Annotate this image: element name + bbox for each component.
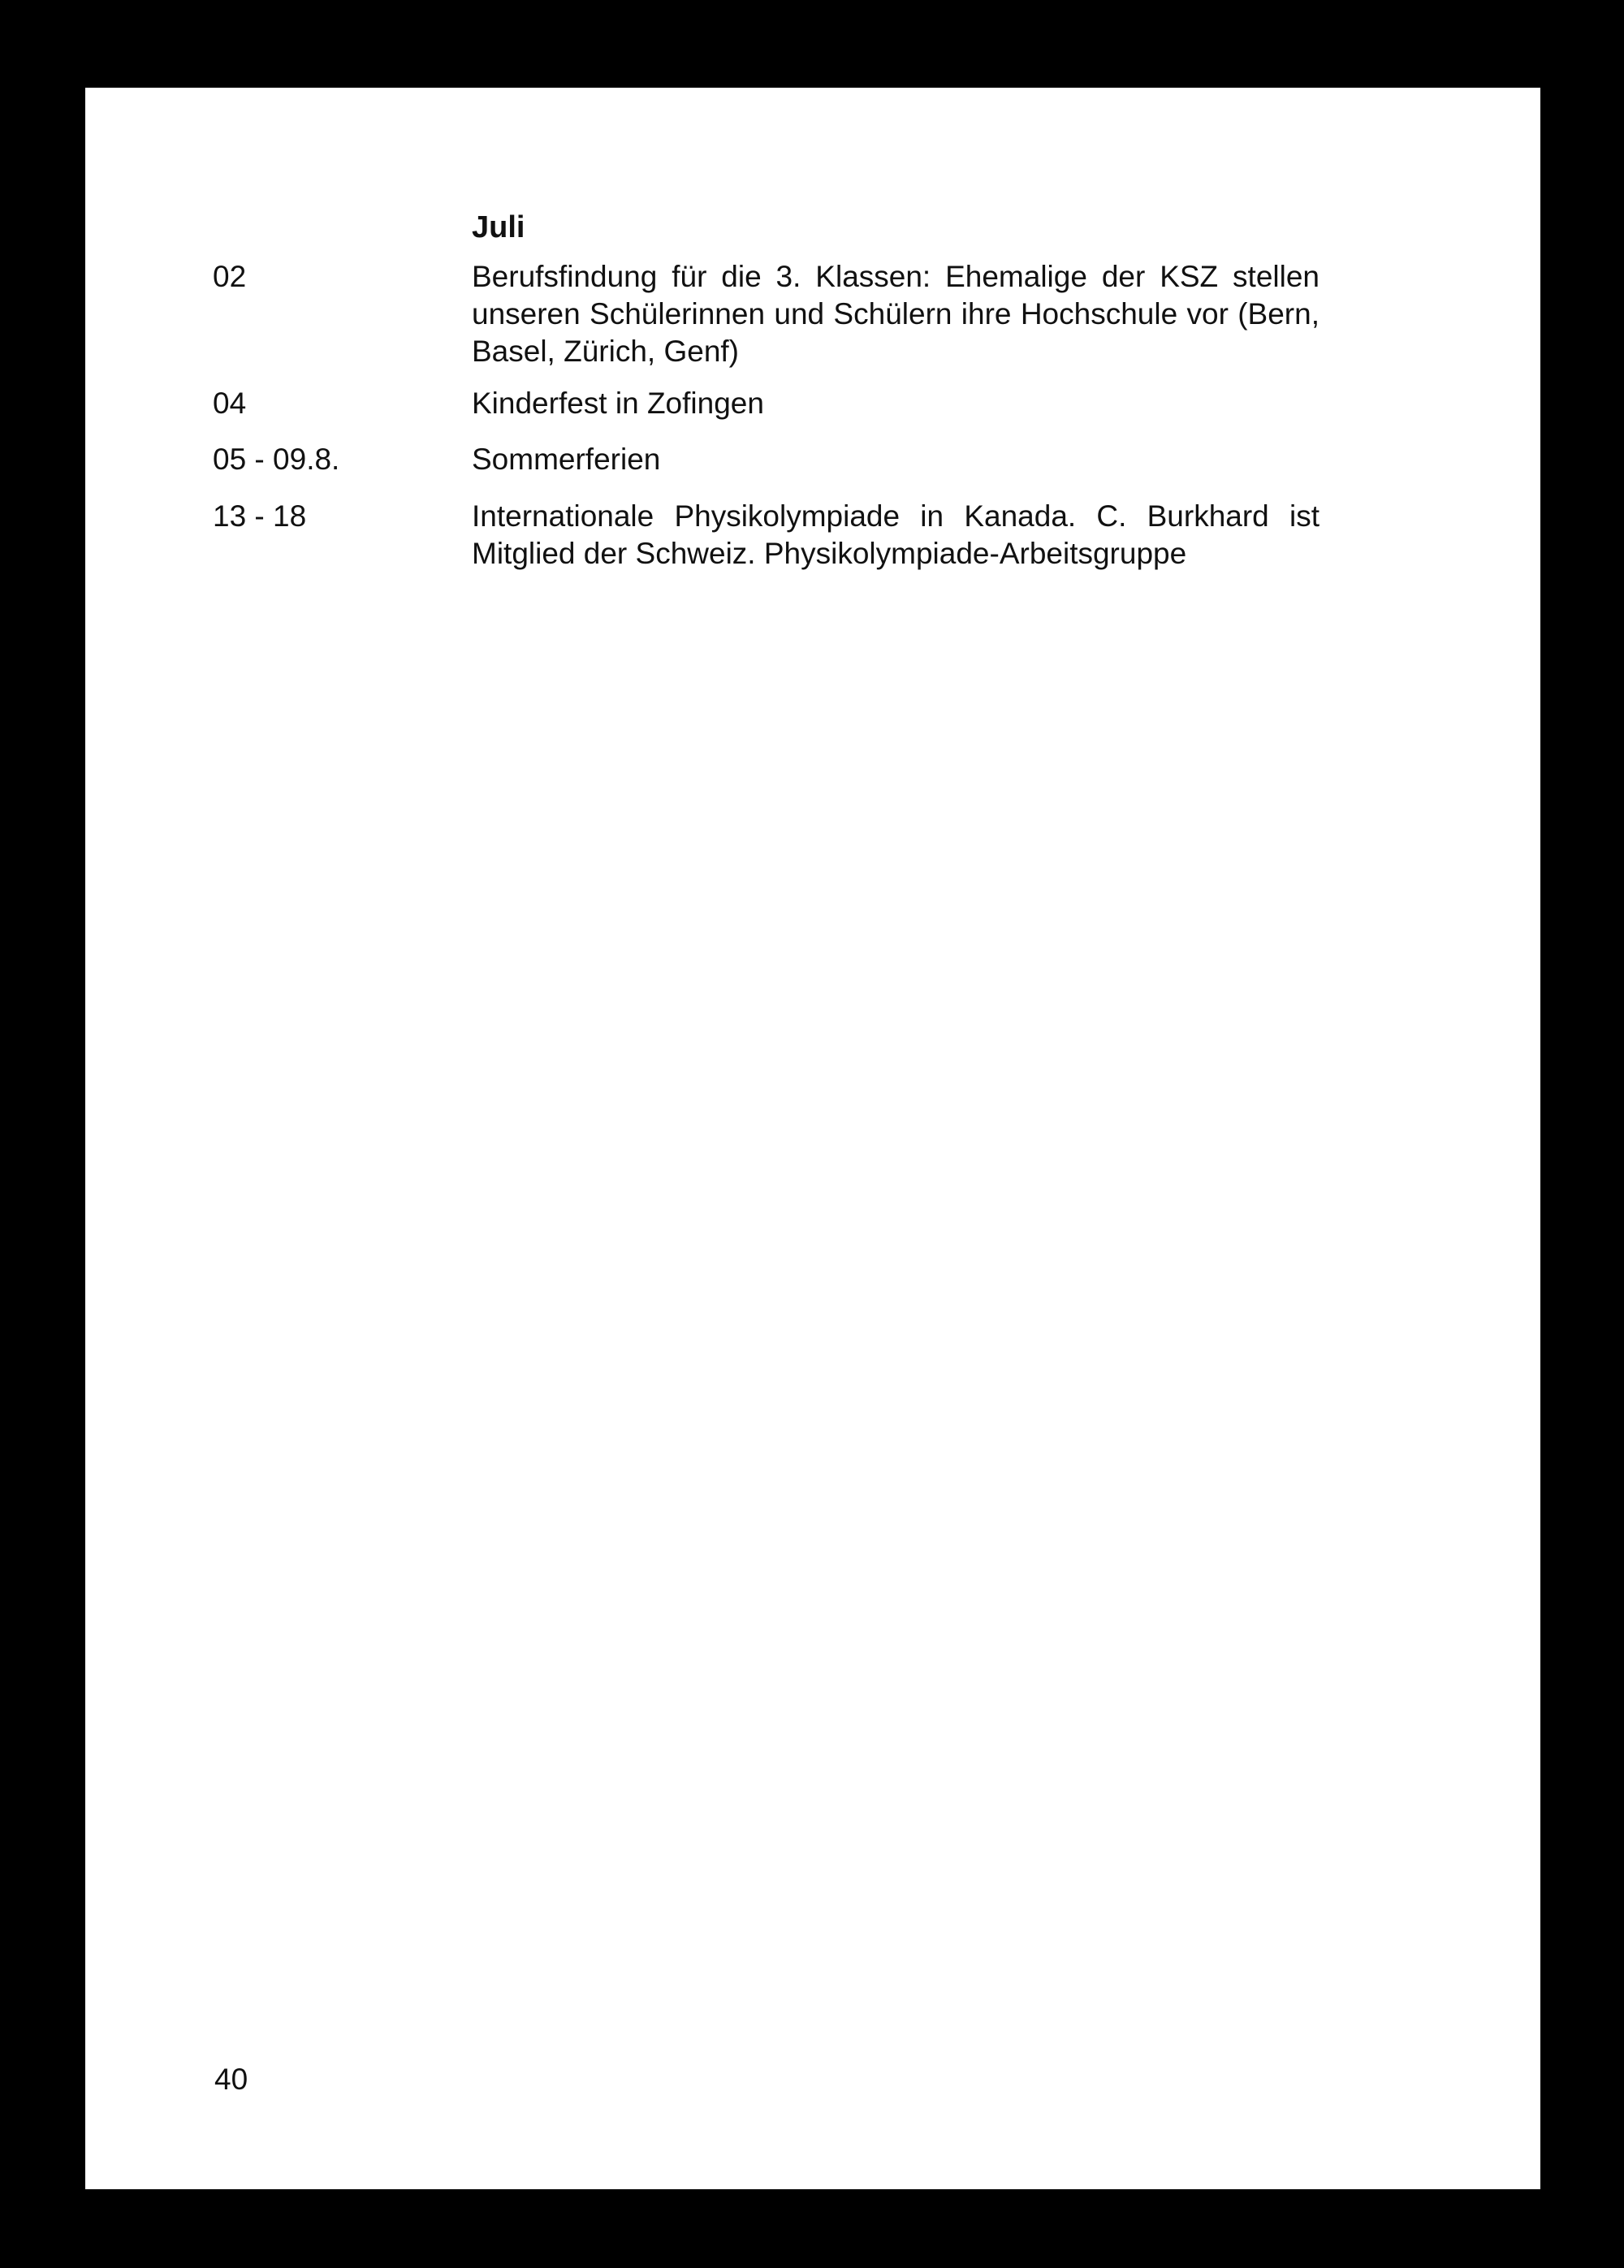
month-heading: Juli <box>472 210 525 244</box>
entry-description: Kinderfest in Zofingen <box>472 387 764 420</box>
entry-date: 05 - 09.8. <box>213 443 340 476</box>
page-number: 40 <box>214 2063 248 2096</box>
entry-date: 13 - 18 <box>213 499 307 533</box>
entry-description: Berufsfindung für die 3. Klassen: Ehemalige der KSZ stellen unseren Schülerinnen und Schülern ihre Hochschule vor (Bern, Basel, Zürich, Genf) <box>472 260 1320 368</box>
entry-description: Sommerferien <box>472 443 661 476</box>
entry-date: 04 <box>213 387 247 420</box>
entry-date: 02 <box>213 260 247 293</box>
entry-description: Internationale Physikolympiade in Kanada. C. Burkhard ist Mitglied der Schweiz. Physikolympiade-Arbeitsgruppe <box>472 499 1320 570</box>
